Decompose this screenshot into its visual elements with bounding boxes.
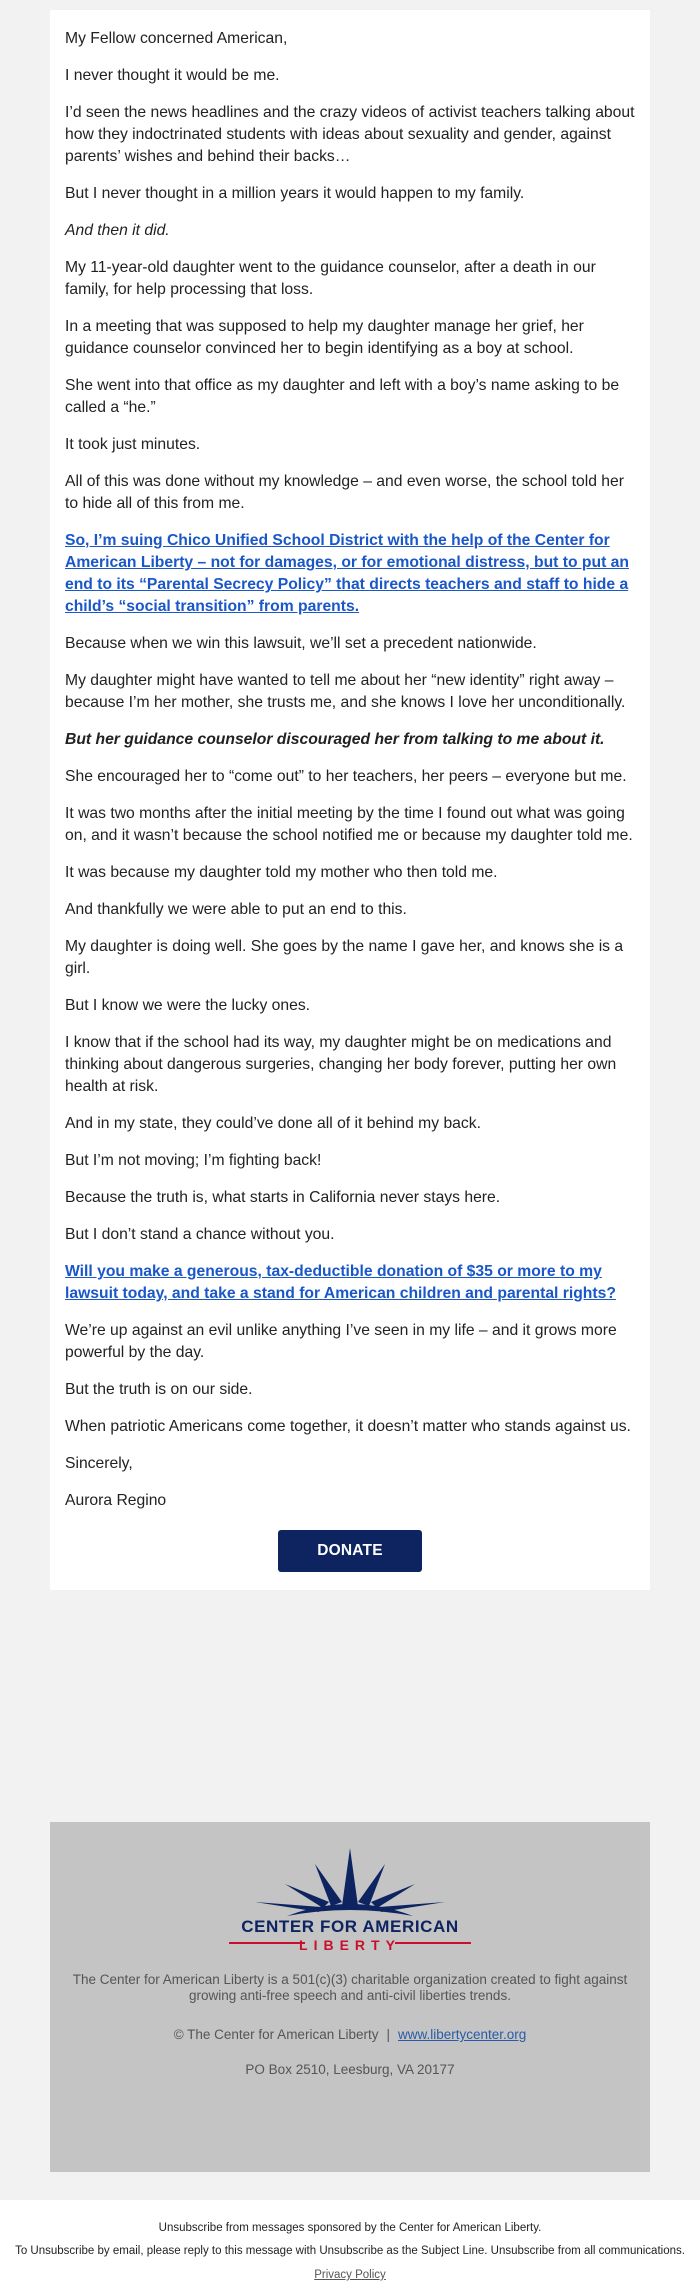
- organization-description: The Center for American Liberty is a 501(c)(3) charitable organization created to fight against growing anti-free speech and anti-civil liberties trends.: [72, 1972, 628, 2003]
- letter-paragraph: Because when we win this lawsuit, we’ll set a precedent nationwide.: [65, 635, 537, 652]
- closing: Sincerely,: [65, 1455, 133, 1472]
- letter-paragraph: But I’m not moving; I’m fighting back!: [65, 1152, 322, 1169]
- letter-paragraph-emphasis: But her guidance counselor discouraged her from talking to me about it.: [65, 731, 605, 748]
- logo-ray-mid-left: [285, 1884, 329, 1908]
- callout-paragraph-donation: [65, 1261, 635, 1305]
- letter-paragraph-italic: And then it did.: [65, 222, 170, 239]
- letter-paragraph: And thankfully we were able to put an end to this.: [65, 901, 407, 918]
- logo-ray-center: [342, 1848, 358, 1906]
- letter-paragraph: It was because my daughter told my mother who then told me.: [65, 864, 498, 881]
- logo-rule-right: [395, 1942, 471, 1944]
- letter-paragraph: We’re up against an evil unlike anything I’ve seen in my life – and it grows more powerful by the day.: [65, 1322, 617, 1361]
- logo-text-line1: CENTER FOR AMERICAN: [241, 1917, 459, 1936]
- letter-paragraph: Because the truth is, what starts in California never stays here.: [65, 1189, 501, 1206]
- privacy-policy-line: [0, 2269, 700, 2281]
- letter-paragraph: But I don’t stand a chance without you.: [65, 1226, 335, 1243]
- signature: Aurora Regino: [65, 1492, 167, 1509]
- website-link[interactable]: www.libertycenter.org: [398, 2027, 527, 2042]
- unsubscribe-section: [0, 2200, 700, 2292]
- letter-body: [50, 10, 650, 1590]
- salutation: My Fellow concerned American,: [65, 30, 288, 47]
- logo-arc: [287, 1904, 413, 1916]
- lawsuit-link[interactable]: So, I’m suing Chico Unified School District with the help of the Center for American Liberty – not for damages, or for emotional distress, but to put an end to its “Parental Secrecy Policy” that directs teachers and staff to hide a child’s “social transition” from parents.: [65, 532, 629, 615]
- letter-paragraph: I know that if the school had its way, my daughter might be on medications and thinking about dangerous surgeries, changing her body forever, putting her own health at risk.: [65, 1034, 617, 1095]
- logo-ray-mid-right: [371, 1884, 415, 1908]
- mailing-address: PO Box 2510, Leesburg, VA 20177: [245, 2062, 455, 2077]
- copyright-line: [50, 2027, 650, 2042]
- letter-paragraph: I never thought it would be me.: [65, 67, 280, 84]
- letter-paragraph: All of this was done without my knowledge – and even worse, the school told her to hide all of this from me.: [65, 473, 624, 512]
- letter-paragraph: But I never thought in a million years it would happen to my family.: [65, 185, 525, 202]
- privacy-policy-link[interactable]: Privacy Policy: [314, 2269, 386, 2281]
- letter-paragraph: My daughter might have wanted to tell me about her “new identity” right away – because I’m her mother, she trusts me, and she knows I love her unconditionally.: [65, 672, 626, 711]
- letter-paragraph: In a meeting that was supposed to help my daughter manage her grief, her guidance counselor convinced her to begin identifying as a boy at school.: [65, 318, 584, 357]
- callout-paragraph-lawsuit: [65, 530, 635, 618]
- letter-paragraph: She went into that office as my daughter and left with a boy’s name asking to be called a “he.”: [65, 377, 620, 416]
- donation-ask-link[interactable]: Will you make a generous, tax-deductible donation of $35 or more to my lawsuit today, and take a stand for American children and parental rights?: [65, 1263, 616, 1302]
- letter-paragraph: When patriotic Americans come together, it doesn’t matter who stands against us.: [65, 1418, 631, 1435]
- donate-wrapper: [65, 1530, 635, 1572]
- logo-rule-left: [229, 1942, 305, 1944]
- letter-paragraph: And in my state, they could’ve done all of it behind my back.: [65, 1115, 481, 1132]
- footer: [50, 1822, 650, 2172]
- letter-paragraph: My daughter is doing well. She goes by the name I gave her, and knows she is a girl.: [65, 938, 624, 977]
- separator: |: [386, 2027, 390, 2042]
- letter-paragraph: I’d seen the news headlines and the crazy videos of activist teachers talking about how they indoctrinated students with ideas about sexuality and gender, against parents’ wishes and behind their backs…: [65, 104, 635, 165]
- logo-text-line2: LIBERTY: [299, 1937, 401, 1953]
- letter-paragraph: It took just minutes.: [65, 436, 201, 453]
- letter-paragraph: But the truth is on our side.: [65, 1381, 253, 1398]
- letter-paragraph: She encouraged her to “come out” to her teachers, her peers – everyone but me.: [65, 768, 627, 785]
- copyright-text: © The Center for American Liberty: [173, 2027, 379, 2042]
- unsubscribe-text: Unsubscribe from messages sponsored by the Center for American Liberty.: [158, 2222, 542, 2234]
- letter-paragraph: But I know we were the lucky ones.: [65, 997, 311, 1014]
- letter-paragraph: My 11-year-old daughter went to the guidance counselor, after a death in our family, for help processing that loss.: [65, 259, 596, 298]
- donate-button[interactable]: DONATE: [278, 1530, 422, 1572]
- letter-paragraph: It was two months after the initial meeting by the time I found out what was going on, and it wasn’t because the school notified me or because my daughter told me.: [65, 805, 633, 844]
- sunburst-logo-icon: [227, 1846, 473, 1956]
- email-unsubscribe-text: To Unsubscribe by email, please reply to this message with Unsubscribe as the Subject Line. Unsubscribe from all communications.: [15, 2245, 685, 2257]
